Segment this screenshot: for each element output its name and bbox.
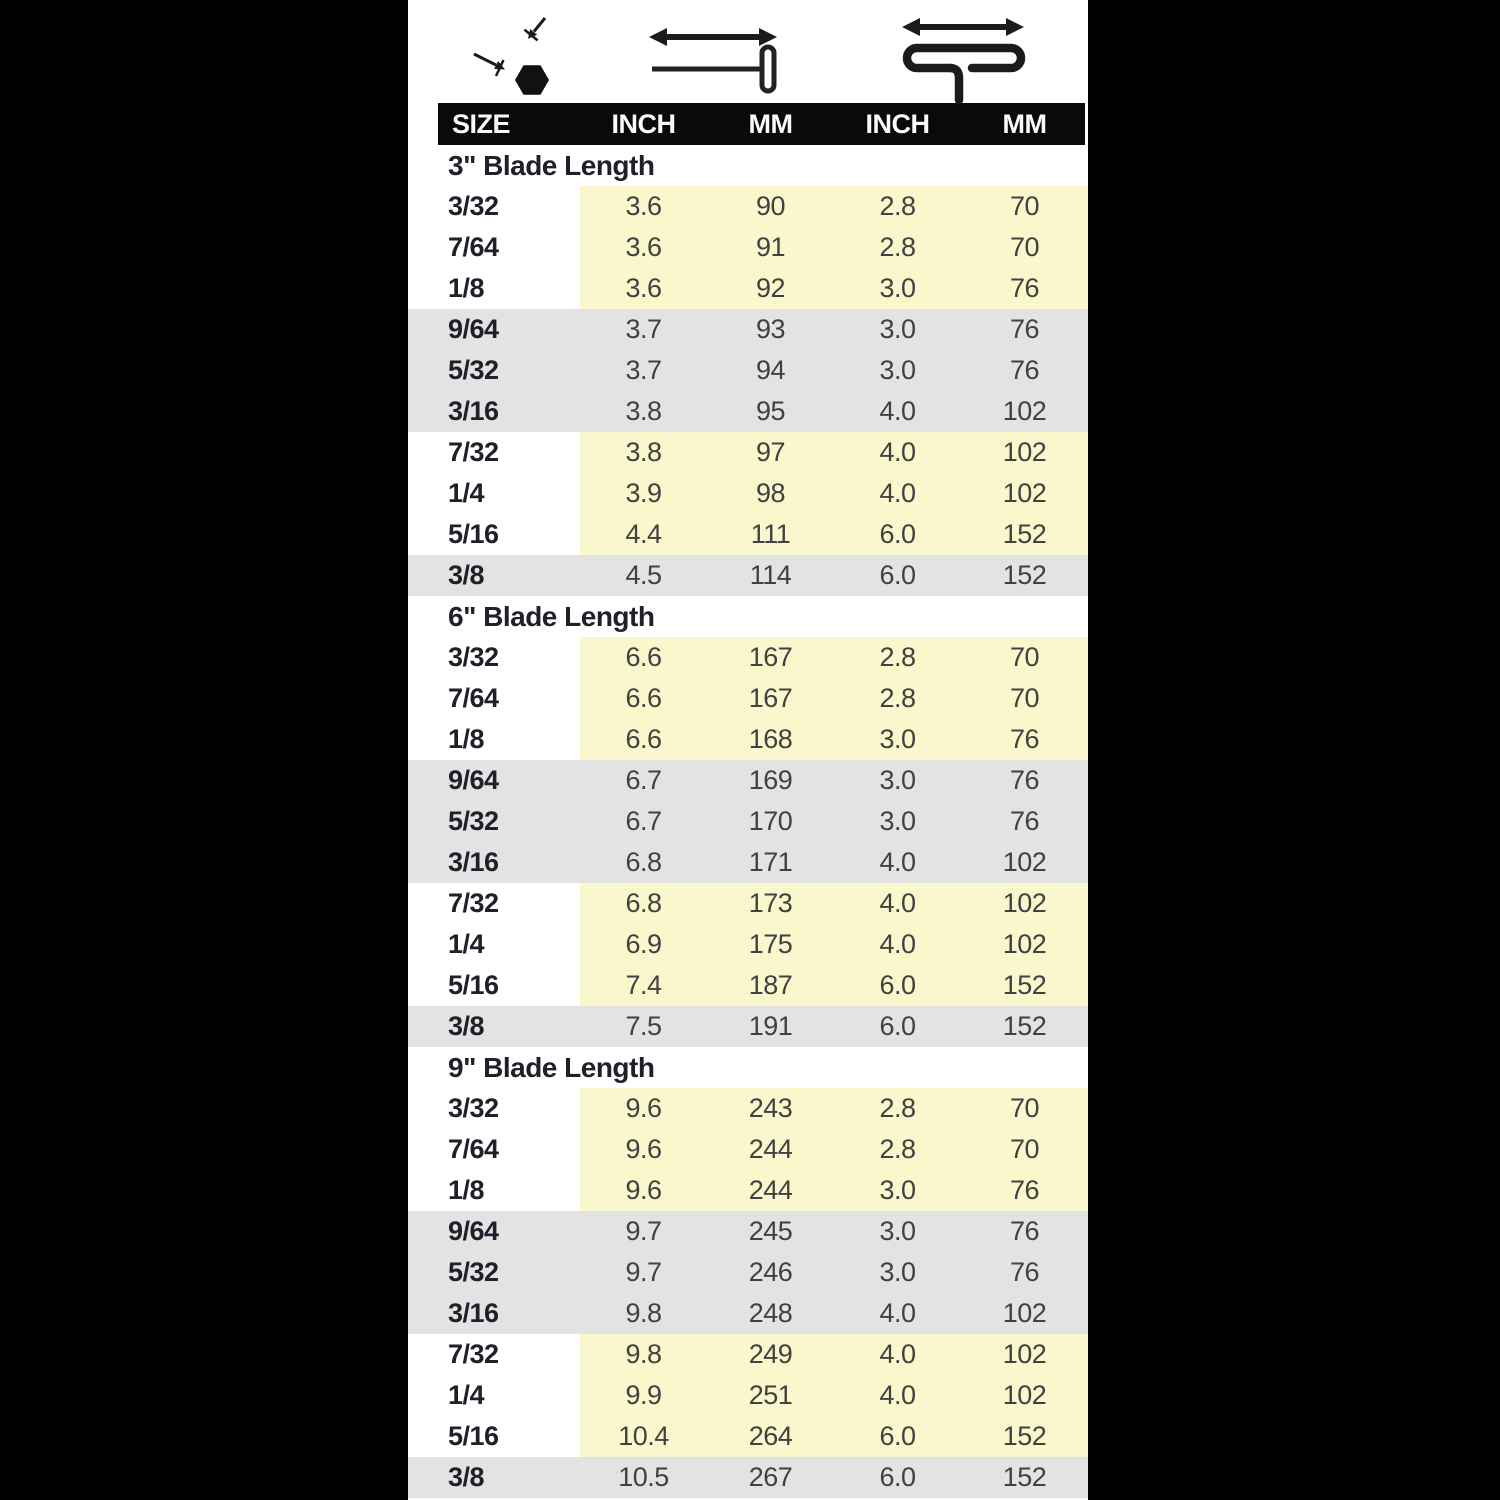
table-row bbox=[408, 965, 1088, 1006]
value-cell: 245 bbox=[748, 1216, 793, 1246]
table-row bbox=[408, 1170, 1088, 1211]
size-cell: 7/64 bbox=[448, 232, 499, 262]
value-cell: 6.0 bbox=[879, 560, 916, 590]
size-cell: 5/32 bbox=[448, 806, 499, 836]
size-cell: 5/32 bbox=[448, 355, 499, 385]
header-col-mm-4: MM bbox=[1002, 108, 1047, 139]
value-cell: 4.0 bbox=[834, 924, 961, 965]
value-cell: 4.4 bbox=[580, 514, 707, 555]
size-cell: 5/16 bbox=[448, 1421, 499, 1451]
value-cell: 102 bbox=[961, 883, 1088, 924]
header-col-mm-2: MM bbox=[748, 108, 793, 139]
value-cell: 3.6 bbox=[580, 227, 707, 268]
table-row bbox=[408, 1252, 1088, 1293]
value-cell: 187 bbox=[707, 965, 834, 1006]
section-title: 9" Blade Length bbox=[408, 1047, 1088, 1088]
table-row bbox=[408, 1129, 1088, 1170]
value-cell: 6.8 bbox=[580, 883, 707, 924]
size-cell: 1/4 bbox=[448, 478, 485, 508]
value-cell: 102 bbox=[1002, 1298, 1047, 1328]
value-cell: 3.0 bbox=[834, 1170, 961, 1211]
size-cell: 3/16 bbox=[448, 847, 499, 877]
table-row bbox=[408, 309, 1088, 350]
value-cell: 6.6 bbox=[580, 678, 707, 719]
value-cell: 76 bbox=[1009, 1216, 1040, 1246]
value-cell: 264 bbox=[707, 1416, 834, 1457]
value-cell: 76 bbox=[1009, 1257, 1040, 1287]
size-cell: 5/32 bbox=[448, 1257, 499, 1287]
value-cell: 2.8 bbox=[834, 637, 961, 678]
value-cell: 76 bbox=[1009, 355, 1040, 385]
size-cell: 3/32 bbox=[448, 1093, 499, 1123]
value-cell: 114 bbox=[749, 560, 792, 590]
value-cell: 91 bbox=[707, 227, 834, 268]
table-row bbox=[408, 1375, 1088, 1416]
size-cell: 3/8 bbox=[448, 1462, 485, 1492]
table-body bbox=[408, 145, 1088, 1498]
value-cell: 70 bbox=[961, 1088, 1088, 1129]
value-cell: 6.6 bbox=[580, 637, 707, 678]
table-row bbox=[408, 637, 1088, 678]
table-row bbox=[408, 268, 1088, 309]
table-row bbox=[408, 350, 1088, 391]
value-cell: 9.7 bbox=[625, 1216, 662, 1246]
size-cell: 7/32 bbox=[448, 888, 499, 918]
value-cell: 267 bbox=[748, 1462, 793, 1492]
value-cell: 76 bbox=[961, 268, 1088, 309]
value-cell: 152 bbox=[1002, 1462, 1047, 1492]
value-cell: 76 bbox=[1009, 314, 1040, 344]
table-row bbox=[408, 1457, 1088, 1498]
value-cell: 152 bbox=[961, 965, 1088, 1006]
table-row bbox=[408, 1211, 1088, 1252]
value-cell: 171 bbox=[748, 847, 793, 877]
value-cell: 6.8 bbox=[625, 847, 662, 877]
icon-header-row bbox=[408, 0, 1088, 103]
value-cell: 9.7 bbox=[625, 1257, 662, 1287]
size-cell: 9/64 bbox=[448, 314, 499, 344]
table-row bbox=[408, 227, 1088, 268]
value-cell: 76 bbox=[961, 1170, 1088, 1211]
value-cell: 6.0 bbox=[834, 965, 961, 1006]
value-cell: 7.5 bbox=[625, 1011, 662, 1041]
value-cell: 3.0 bbox=[834, 268, 961, 309]
value-cell: 102 bbox=[1002, 847, 1047, 877]
value-cell: 152 bbox=[961, 1416, 1088, 1457]
header-col-size-0: SIZE bbox=[452, 108, 511, 139]
value-cell: 4.0 bbox=[879, 1298, 916, 1328]
value-cell: 246 bbox=[748, 1257, 793, 1287]
table-row bbox=[408, 1006, 1088, 1047]
value-cell: 3.6 bbox=[580, 268, 707, 309]
value-cell: 4.5 bbox=[625, 560, 662, 590]
value-cell: 3.0 bbox=[879, 1216, 916, 1246]
table-row bbox=[408, 1416, 1088, 1457]
value-cell: 9.8 bbox=[580, 1334, 707, 1375]
section-title: 3" Blade Length bbox=[408, 145, 1088, 186]
value-cell: 102 bbox=[961, 432, 1088, 473]
value-cell: 70 bbox=[961, 678, 1088, 719]
value-cell: 76 bbox=[1009, 765, 1040, 795]
value-cell: 94 bbox=[755, 355, 786, 385]
value-cell: 2.8 bbox=[834, 1129, 961, 1170]
value-cell: 4.0 bbox=[879, 396, 916, 426]
table-row bbox=[408, 801, 1088, 842]
value-cell: 2.8 bbox=[834, 678, 961, 719]
spec-table bbox=[408, 0, 1088, 1500]
value-cell: 6.7 bbox=[625, 806, 662, 836]
value-cell: 6.7 bbox=[625, 765, 662, 795]
value-cell: 167 bbox=[707, 637, 834, 678]
value-cell: 98 bbox=[707, 473, 834, 514]
value-cell: 169 bbox=[748, 765, 793, 795]
value-cell: 10.5 bbox=[618, 1462, 669, 1492]
value-cell: 3.0 bbox=[834, 719, 961, 760]
size-cell: 1/8 bbox=[448, 724, 485, 754]
value-cell: 7.4 bbox=[580, 965, 707, 1006]
size-cell: 7/32 bbox=[448, 437, 499, 467]
value-cell: 2.8 bbox=[834, 1088, 961, 1129]
hex-size-icon bbox=[448, 0, 578, 103]
value-cell: 70 bbox=[961, 637, 1088, 678]
value-cell: 6.0 bbox=[879, 1011, 916, 1041]
table-row bbox=[408, 760, 1088, 801]
value-cell: 70 bbox=[961, 1129, 1088, 1170]
value-cell: 3.0 bbox=[879, 765, 916, 795]
table-row bbox=[408, 432, 1088, 473]
value-cell: 4.0 bbox=[879, 847, 916, 877]
size-cell: 1/4 bbox=[448, 1380, 485, 1410]
size-cell: 3/8 bbox=[448, 1011, 485, 1041]
handle-width-icon bbox=[888, 0, 1038, 110]
value-cell: 3.7 bbox=[625, 314, 662, 344]
value-cell: 97 bbox=[707, 432, 834, 473]
value-cell: 3.9 bbox=[580, 473, 707, 514]
value-cell: 102 bbox=[961, 473, 1088, 514]
value-cell: 244 bbox=[707, 1170, 834, 1211]
value-cell: 9.9 bbox=[580, 1375, 707, 1416]
header-col-inch-3: INCH bbox=[865, 108, 930, 139]
value-cell: 9.6 bbox=[580, 1170, 707, 1211]
value-cell: 4.0 bbox=[834, 473, 961, 514]
size-cell: 3/32 bbox=[448, 642, 499, 672]
table-row bbox=[408, 883, 1088, 924]
size-cell: 1/8 bbox=[448, 1175, 485, 1205]
value-cell: 3.7 bbox=[625, 355, 662, 385]
table-row bbox=[408, 678, 1088, 719]
value-cell: 10.4 bbox=[580, 1416, 707, 1457]
size-cell: 9/64 bbox=[448, 765, 499, 795]
value-cell: 90 bbox=[707, 186, 834, 227]
value-cell: 92 bbox=[707, 268, 834, 309]
value-cell: 102 bbox=[961, 1334, 1088, 1375]
table-row bbox=[408, 1293, 1088, 1334]
table-row bbox=[408, 842, 1088, 883]
value-cell: 167 bbox=[707, 678, 834, 719]
size-cell: 7/64 bbox=[448, 683, 499, 713]
value-cell: 3.0 bbox=[879, 806, 916, 836]
blade-length-icon bbox=[643, 0, 783, 103]
value-cell: 6.6 bbox=[580, 719, 707, 760]
size-cell: 3/32 bbox=[448, 191, 499, 221]
value-cell: 3.8 bbox=[580, 432, 707, 473]
table-row bbox=[408, 473, 1088, 514]
value-cell: 249 bbox=[707, 1334, 834, 1375]
size-cell: 5/16 bbox=[448, 519, 499, 549]
value-cell: 251 bbox=[707, 1375, 834, 1416]
value-cell: 76 bbox=[1009, 806, 1040, 836]
value-cell: 152 bbox=[1002, 560, 1047, 590]
table-row bbox=[408, 1088, 1088, 1129]
value-cell: 243 bbox=[707, 1088, 834, 1129]
section-title: 6" Blade Length bbox=[408, 596, 1088, 637]
value-cell: 191 bbox=[748, 1011, 793, 1041]
table-row bbox=[408, 924, 1088, 965]
value-cell: 244 bbox=[707, 1129, 834, 1170]
value-cell: 102 bbox=[1002, 396, 1047, 426]
table-row bbox=[408, 391, 1088, 432]
table-row bbox=[408, 514, 1088, 555]
value-cell: 3.0 bbox=[879, 355, 916, 385]
value-cell: 2.8 bbox=[834, 227, 961, 268]
value-cell: 152 bbox=[961, 514, 1088, 555]
value-cell: 173 bbox=[707, 883, 834, 924]
value-cell: 70 bbox=[961, 186, 1088, 227]
value-cell: 248 bbox=[748, 1298, 793, 1328]
size-cell: 1/8 bbox=[448, 273, 485, 303]
header-col-inch-1: INCH bbox=[611, 108, 676, 139]
value-cell: 9.6 bbox=[580, 1088, 707, 1129]
table-row bbox=[408, 1334, 1088, 1375]
size-cell: 7/64 bbox=[448, 1134, 499, 1164]
value-cell: 95 bbox=[755, 396, 786, 426]
table-row bbox=[408, 555, 1088, 596]
value-cell: 76 bbox=[961, 719, 1088, 760]
size-cell: 3/16 bbox=[448, 396, 499, 426]
value-cell: 168 bbox=[707, 719, 834, 760]
value-cell: 170 bbox=[748, 806, 793, 836]
table-row bbox=[408, 719, 1088, 760]
value-cell: 9.6 bbox=[580, 1129, 707, 1170]
value-cell: 3.0 bbox=[879, 314, 916, 344]
size-cell: 5/16 bbox=[448, 970, 499, 1000]
value-cell: 111 bbox=[707, 514, 834, 555]
size-cell: 1/4 bbox=[448, 929, 485, 959]
value-cell: 93 bbox=[755, 314, 786, 344]
value-cell: 2.8 bbox=[834, 186, 961, 227]
size-cell: 3/16 bbox=[448, 1298, 499, 1328]
value-cell: 3.0 bbox=[879, 1257, 916, 1287]
value-cell: 6.9 bbox=[580, 924, 707, 965]
value-cell: 6.0 bbox=[834, 1416, 961, 1457]
value-cell: 4.0 bbox=[834, 1375, 961, 1416]
value-cell: 3.6 bbox=[580, 186, 707, 227]
size-cell: 3/8 bbox=[448, 560, 485, 590]
value-cell: 4.0 bbox=[834, 883, 961, 924]
size-cell: 7/32 bbox=[448, 1339, 499, 1369]
value-cell: 102 bbox=[961, 1375, 1088, 1416]
value-cell: 4.0 bbox=[834, 1334, 961, 1375]
size-cell: 9/64 bbox=[448, 1216, 499, 1246]
table-row bbox=[408, 186, 1088, 227]
value-cell: 102 bbox=[961, 924, 1088, 965]
value-cell: 4.0 bbox=[834, 432, 961, 473]
value-cell: 70 bbox=[961, 227, 1088, 268]
value-cell: 175 bbox=[707, 924, 834, 965]
value-cell: 152 bbox=[1002, 1011, 1047, 1041]
value-cell: 6.0 bbox=[834, 514, 961, 555]
value-cell: 9.8 bbox=[625, 1298, 662, 1328]
value-cell: 3.8 bbox=[625, 396, 662, 426]
value-cell: 6.0 bbox=[879, 1462, 916, 1492]
